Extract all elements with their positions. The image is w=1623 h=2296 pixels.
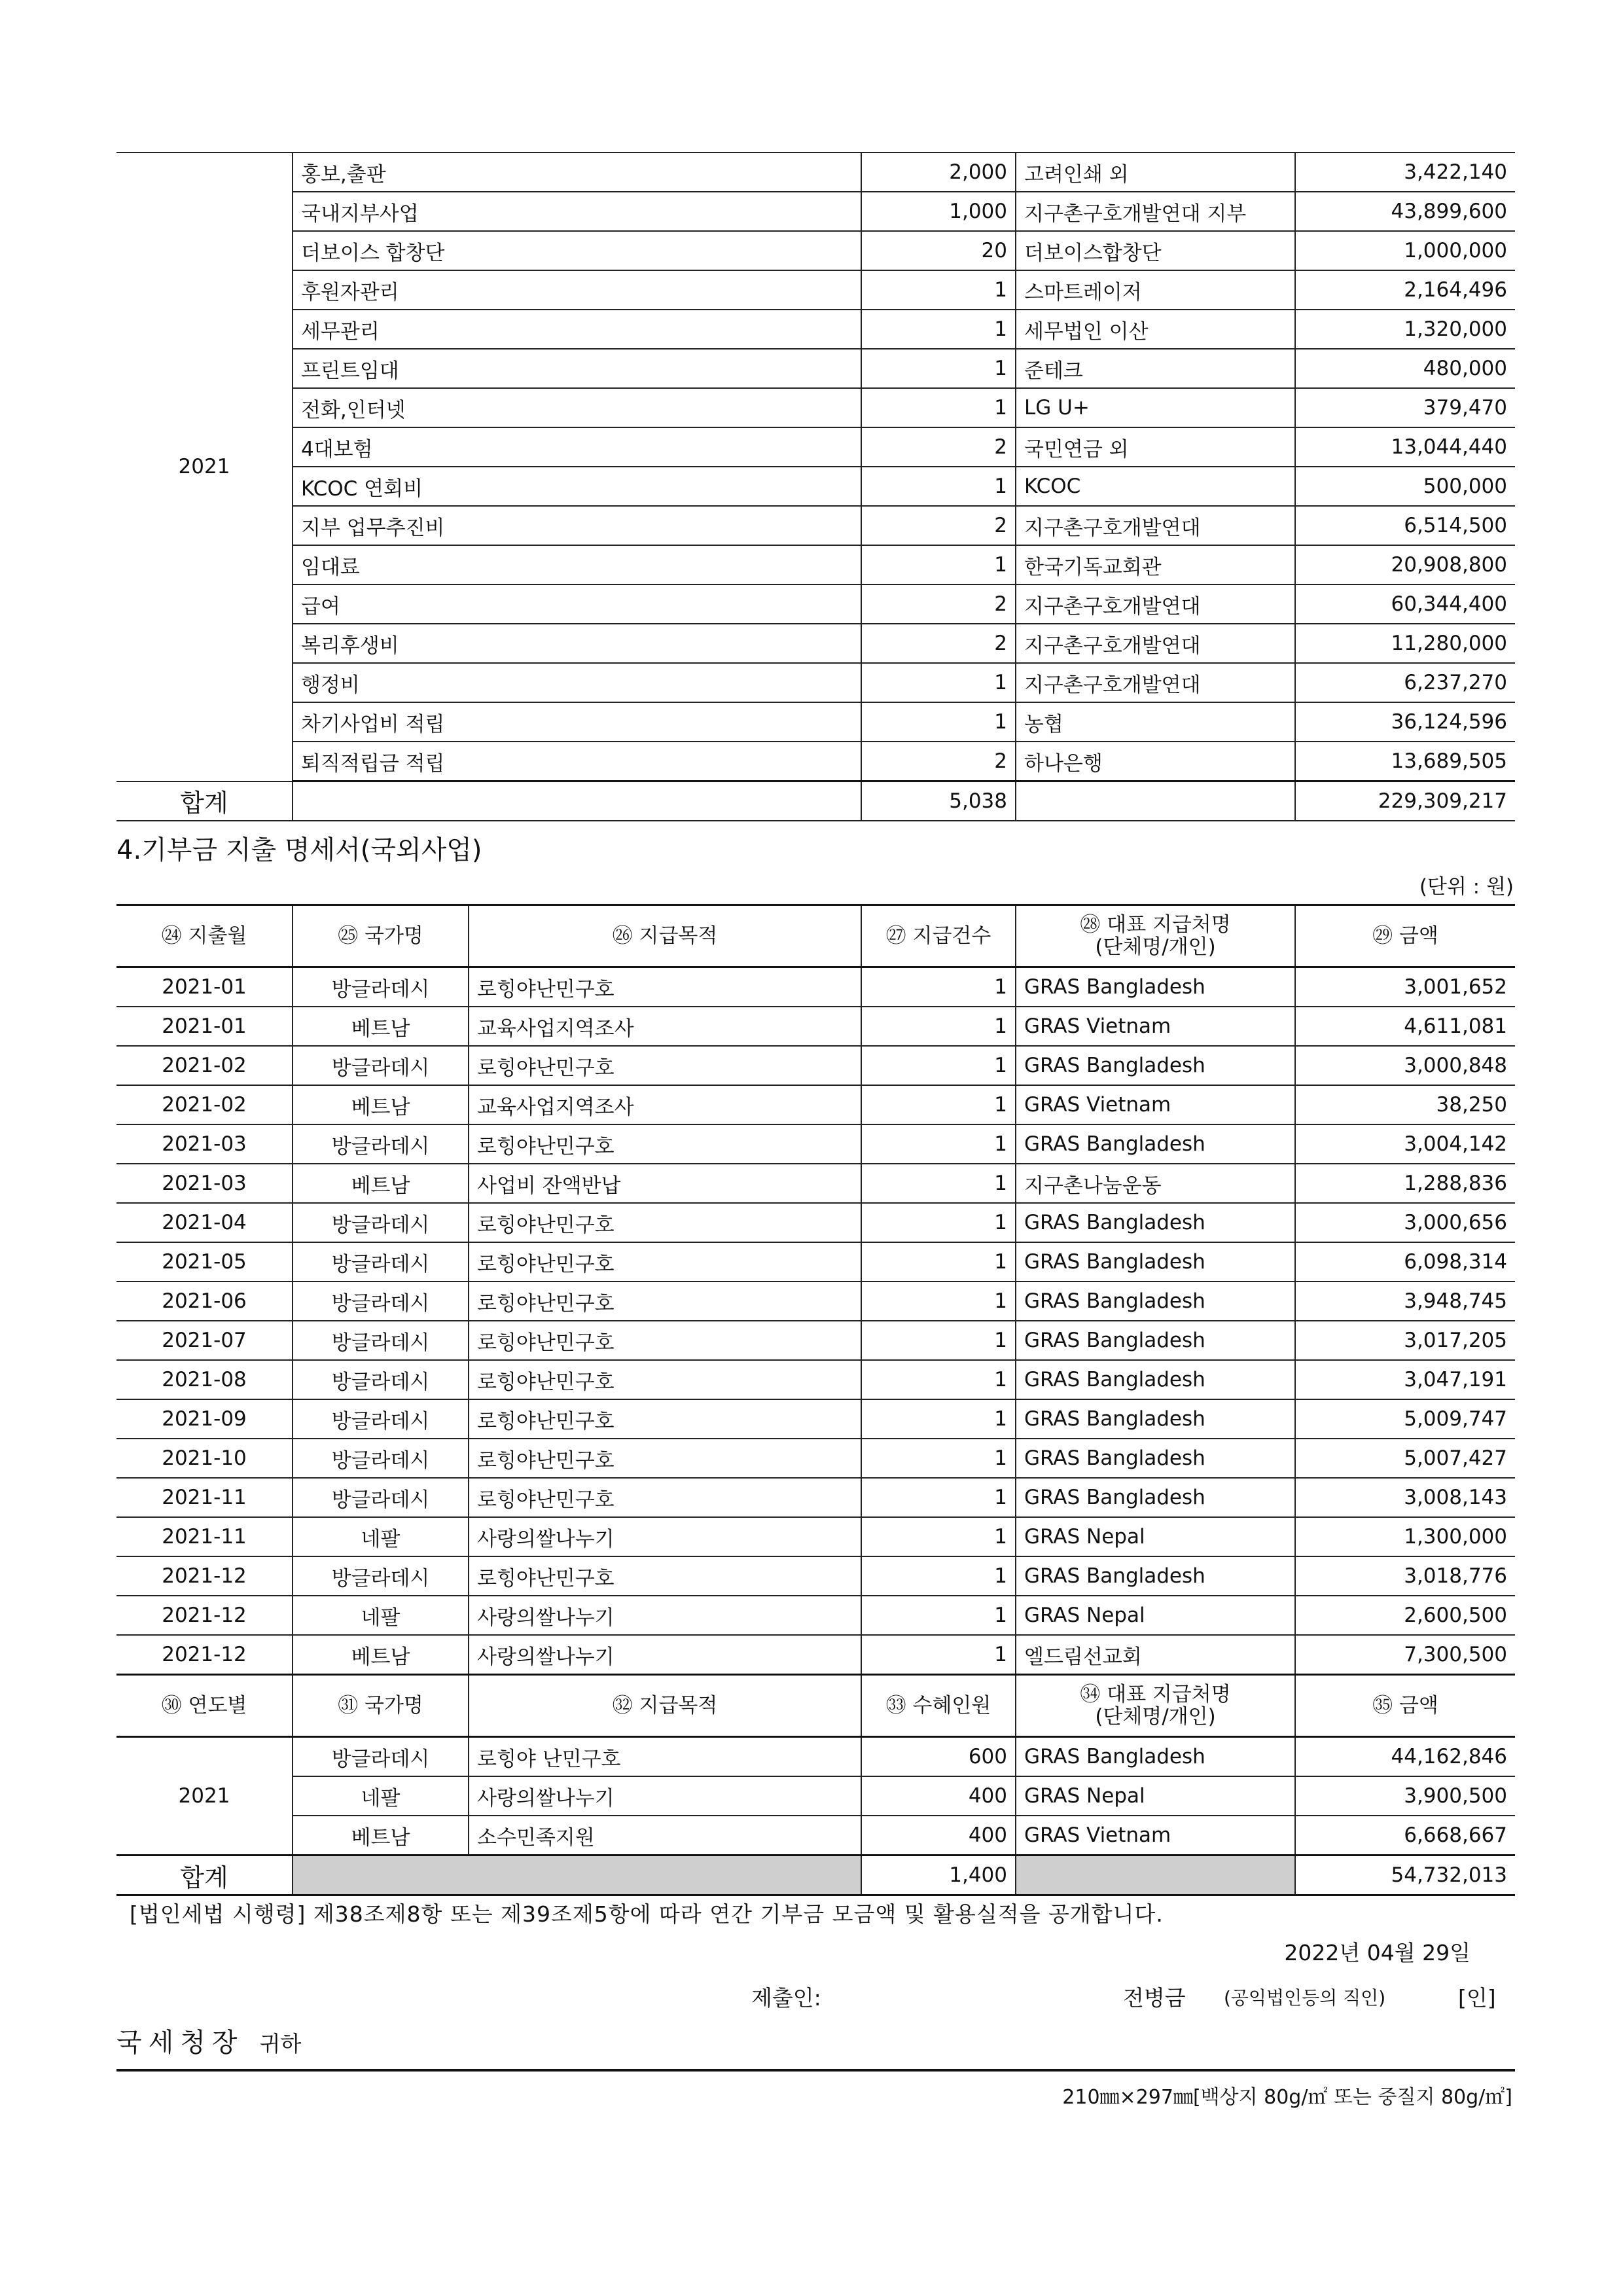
country-cell: 방글라데시 bbox=[293, 1439, 469, 1478]
month-cell: 2021-01 bbox=[116, 967, 293, 1007]
purpose-cell: KCOC 연회비 bbox=[293, 467, 861, 506]
payee-cell: LG U+ bbox=[1016, 388, 1295, 427]
country-cell: 방글라데시 bbox=[293, 1556, 469, 1596]
amount-cell: 1,300,000 bbox=[1295, 1517, 1515, 1556]
amount-cell: 1,288,836 bbox=[1295, 1164, 1515, 1203]
table-row bbox=[116, 624, 1515, 663]
purpose-cell: 홍보,출판 bbox=[293, 152, 861, 192]
purpose-cell: 로힝야난민구호 bbox=[469, 1556, 861, 1596]
amount-cell: 3,000,848 bbox=[1295, 1046, 1515, 1085]
payee-cell: GRAS Bangladesh bbox=[1016, 1556, 1295, 1596]
count-cell: 1 bbox=[861, 1517, 1016, 1556]
table-row bbox=[116, 742, 1515, 781]
table-row bbox=[116, 310, 1515, 349]
table-row bbox=[116, 231, 1515, 270]
country-cell: 베트남 bbox=[293, 1085, 469, 1124]
expense-table-domestic bbox=[116, 152, 1515, 821]
country-cell: 방글라데시 bbox=[293, 967, 469, 1007]
purpose-cell: 급여 bbox=[293, 584, 861, 624]
count-cell: 1 bbox=[861, 1439, 1016, 1478]
purpose-cell: 후원자관리 bbox=[293, 270, 861, 310]
table-row bbox=[116, 1124, 1515, 1164]
month-cell: 2021-01 bbox=[116, 1007, 293, 1046]
header-purpose: ㉜ 지급목적 bbox=[469, 1675, 861, 1737]
count-cell: 1 bbox=[861, 1007, 1016, 1046]
count-cell: 1 bbox=[861, 702, 1016, 742]
country-cell: 방글라데시 bbox=[293, 1360, 469, 1399]
amount-cell: 11,280,000 bbox=[1295, 624, 1515, 663]
payee-cell: GRAS Bangladesh bbox=[1016, 1242, 1295, 1282]
amount-cell: 6,668,667 bbox=[1295, 1816, 1515, 1856]
purpose-cell: 사랑의쌀나누기 bbox=[469, 1517, 861, 1556]
unit-label: (단위 : 원) bbox=[1419, 875, 1514, 899]
payee-cell: GRAS Bangladesh bbox=[1016, 1046, 1295, 1085]
country-cell: 방글라데시 bbox=[293, 1242, 469, 1282]
payee-cell: GRAS Vietnam bbox=[1016, 1816, 1295, 1856]
total-label: 합계 bbox=[116, 781, 293, 821]
count-cell: 20 bbox=[861, 231, 1016, 270]
purpose-cell: 임대료 bbox=[293, 545, 861, 584]
payee-cell: KCOC bbox=[1016, 467, 1295, 506]
count-cell: 2 bbox=[861, 506, 1016, 545]
month-cell: 2021-12 bbox=[116, 1635, 293, 1675]
count-cell: 1 bbox=[861, 1203, 1016, 1242]
country-cell: 방글라데시 bbox=[293, 1124, 469, 1164]
purpose-cell: 로힝야난민구호 bbox=[469, 1282, 861, 1321]
submitter-label: 제출인: bbox=[751, 1985, 821, 2011]
count-cell: 1 bbox=[861, 1046, 1016, 1085]
count-cell: 1 bbox=[861, 349, 1016, 388]
month-cell: 2021-12 bbox=[116, 1556, 293, 1596]
table-row bbox=[116, 1635, 1515, 1675]
country-cell: 방글라데시 bbox=[293, 1737, 469, 1777]
payee-cell: 세무법인 이산 bbox=[1016, 310, 1295, 349]
table-row bbox=[116, 192, 1515, 231]
month-cell: 2021-04 bbox=[116, 1203, 293, 1242]
header-payee-line1: ㉘ 대표 지급처명 bbox=[1080, 912, 1231, 937]
count-cell: 2 bbox=[861, 584, 1016, 624]
header-payee bbox=[1016, 905, 1295, 967]
count-cell: 1 bbox=[861, 467, 1016, 506]
payee-cell: 국민연금 외 bbox=[1016, 427, 1295, 467]
table-row bbox=[116, 1164, 1515, 1203]
month-cell: 2021-02 bbox=[116, 1085, 293, 1124]
header-amount: ㉙ 금액 bbox=[1295, 905, 1515, 967]
payee-cell: 하나은행 bbox=[1016, 742, 1295, 781]
payee-cell: 한국기독교회관 bbox=[1016, 545, 1295, 584]
purpose-cell: 로힝야 난민구호 bbox=[469, 1737, 861, 1777]
purpose-cell: 로힝야난민구호 bbox=[469, 1478, 861, 1517]
payee-cell: GRAS Nepal bbox=[1016, 1776, 1295, 1816]
count-cell: 1 bbox=[861, 967, 1016, 1007]
header-year: ㉚ 연도별 bbox=[116, 1675, 293, 1737]
count-cell: 1 bbox=[861, 310, 1016, 349]
month-cell: 2021-02 bbox=[116, 1046, 293, 1085]
payee-cell: GRAS Bangladesh bbox=[1016, 1439, 1295, 1478]
amount-cell: 500,000 bbox=[1295, 467, 1515, 506]
paper-spec: 210㎜×297㎜[백상지 80g/㎡ 또는 중질지 80g/㎡] bbox=[1062, 2086, 1512, 2109]
header-amount: ㉟ 금액 bbox=[1295, 1675, 1515, 1737]
country-cell: 네팔 bbox=[293, 1517, 469, 1556]
beneficiaries-cell: 400 bbox=[861, 1776, 1016, 1816]
summary-row bbox=[116, 1816, 1515, 1856]
table-row bbox=[116, 270, 1515, 310]
month-cell: 2021-03 bbox=[116, 1124, 293, 1164]
table-row bbox=[116, 152, 1515, 192]
payee-cell: GRAS Vietnam bbox=[1016, 1085, 1295, 1124]
header-country: ㉛ 국가명 bbox=[293, 1675, 469, 1737]
addressee-suffix: 귀하 bbox=[259, 2031, 302, 2056]
amount-cell: 1,320,000 bbox=[1295, 310, 1515, 349]
table-row bbox=[116, 388, 1515, 427]
payee-cell: GRAS Nepal bbox=[1016, 1517, 1295, 1556]
month-cell: 2021-08 bbox=[116, 1360, 293, 1399]
header-month: ㉔ 지출월 bbox=[116, 905, 293, 967]
header-payee-line2: (단체명/개인) bbox=[1095, 1705, 1216, 1729]
total-amount: 54,732,013 bbox=[1295, 1856, 1515, 1895]
count-cell: 1 bbox=[861, 1124, 1016, 1164]
purpose-cell: 세무관리 bbox=[293, 310, 861, 349]
amount-cell: 5,007,427 bbox=[1295, 1439, 1515, 1478]
amount-cell: 3,000,656 bbox=[1295, 1203, 1515, 1242]
payee-cell: 고려인쇄 외 bbox=[1016, 152, 1295, 192]
amount-cell: 3,047,191 bbox=[1295, 1360, 1515, 1399]
month-cell: 2021-06 bbox=[116, 1282, 293, 1321]
amount-cell: 1,000,000 bbox=[1295, 231, 1515, 270]
count-cell: 1 bbox=[861, 1282, 1016, 1321]
country-cell: 방글라데시 bbox=[293, 1321, 469, 1360]
purpose-cell: 교육사업지역조사 bbox=[469, 1007, 861, 1046]
table-row bbox=[116, 1046, 1515, 1085]
amount-cell: 43,899,600 bbox=[1295, 192, 1515, 231]
purpose-cell: 복리후생비 bbox=[293, 624, 861, 663]
purpose-cell: 로힝야난민구호 bbox=[469, 1360, 861, 1399]
count-cell: 1 bbox=[861, 1399, 1016, 1439]
amount-cell: 13,044,440 bbox=[1295, 427, 1515, 467]
count-cell: 1 bbox=[861, 1242, 1016, 1282]
count-cell: 1 bbox=[861, 1478, 1016, 1517]
header-purpose: ㉖ 지급목적 bbox=[469, 905, 861, 967]
purpose-cell: 프린트임대 bbox=[293, 349, 861, 388]
country-cell: 방글라데시 bbox=[293, 1478, 469, 1517]
payee-cell: GRAS Bangladesh bbox=[1016, 1321, 1295, 1360]
payee-cell: GRAS Bangladesh bbox=[1016, 1360, 1295, 1399]
payee-cell: 지구촌구호개발연대 bbox=[1016, 663, 1295, 702]
purpose-cell: 사랑의쌀나누기 bbox=[469, 1776, 861, 1816]
beneficiaries-cell: 600 bbox=[861, 1737, 1016, 1777]
count-cell: 1 bbox=[861, 1635, 1016, 1675]
amount-cell: 5,009,747 bbox=[1295, 1399, 1515, 1439]
purpose-cell: 차기사업비 적립 bbox=[293, 702, 861, 742]
payee-cell: 엘드림선교회 bbox=[1016, 1635, 1295, 1675]
amount-cell: 7,300,500 bbox=[1295, 1635, 1515, 1675]
table-row bbox=[116, 1478, 1515, 1517]
expense-table-overseas bbox=[116, 904, 1515, 1896]
country-cell: 베트남 bbox=[293, 1635, 469, 1675]
payee-cell: 스마트레이저 bbox=[1016, 270, 1295, 310]
year-cell: 2021 bbox=[116, 152, 293, 781]
shaded-cell bbox=[293, 1856, 861, 1895]
month-cell: 2021-05 bbox=[116, 1242, 293, 1282]
purpose-cell: 로힝야난민구호 bbox=[469, 1046, 861, 1085]
amount-cell: 3,900,500 bbox=[1295, 1776, 1515, 1816]
table-row bbox=[116, 1007, 1515, 1046]
payee-cell: GRAS Bangladesh bbox=[1016, 967, 1295, 1007]
amount-cell: 6,098,314 bbox=[1295, 1242, 1515, 1282]
count-cell: 1 bbox=[861, 1164, 1016, 1203]
table-row bbox=[116, 467, 1515, 506]
purpose-cell: 로힝야난민구호 bbox=[469, 1399, 861, 1439]
document-page bbox=[116, 152, 1515, 2109]
amount-cell: 3,018,776 bbox=[1295, 1556, 1515, 1596]
country-cell: 베트남 bbox=[293, 1164, 469, 1203]
table-row bbox=[116, 506, 1515, 545]
purpose-cell: 로힝야난민구호 bbox=[469, 1439, 861, 1478]
purpose-cell: 로힝야난민구호 bbox=[469, 1321, 861, 1360]
count-cell: 2 bbox=[861, 742, 1016, 781]
table-row bbox=[116, 1556, 1515, 1596]
purpose-cell: 4대보험 bbox=[293, 427, 861, 467]
submitter-line bbox=[116, 1973, 1515, 2017]
shaded-cell bbox=[1016, 1856, 1295, 1895]
table-row bbox=[116, 967, 1515, 1007]
country-cell: 네팔 bbox=[293, 1596, 469, 1635]
table-row bbox=[116, 1439, 1515, 1478]
month-cell: 2021-09 bbox=[116, 1399, 293, 1439]
country-cell: 방글라데시 bbox=[293, 1399, 469, 1439]
summary-year-cell: 2021 bbox=[116, 1737, 293, 1856]
amount-cell: 60,344,400 bbox=[1295, 584, 1515, 624]
amount-cell: 480,000 bbox=[1295, 349, 1515, 388]
count-cell: 1 bbox=[861, 388, 1016, 427]
country-cell: 방글라데시 bbox=[293, 1282, 469, 1321]
purpose-cell: 사업비 잔액반납 bbox=[469, 1164, 861, 1203]
addressee-line bbox=[116, 2017, 1515, 2072]
summary-row bbox=[116, 1776, 1515, 1816]
month-cell: 2021-12 bbox=[116, 1596, 293, 1635]
header-beneficiaries: ㉝ 수혜인원 bbox=[861, 1675, 1016, 1737]
total-row bbox=[116, 1856, 1515, 1895]
total-beneficiaries: 1,400 bbox=[861, 1856, 1016, 1895]
amount-cell: 3,017,205 bbox=[1295, 1321, 1515, 1360]
count-cell: 2 bbox=[861, 624, 1016, 663]
amount-cell: 36,124,596 bbox=[1295, 702, 1515, 742]
legal-notice: [법인세법 시행령] 제38조제8항 또는 제39조제5항에 따라 연간 기부금 모금액 및 활용실적을 공개합니다. bbox=[130, 1901, 1164, 1927]
country-cell: 방글라데시 bbox=[293, 1203, 469, 1242]
payee-cell: 지구촌구호개발연대 bbox=[1016, 584, 1295, 624]
payee-cell: 더보이스합창단 bbox=[1016, 231, 1295, 270]
purpose-cell: 교육사업지역조사 bbox=[469, 1085, 861, 1124]
count-cell: 1 bbox=[861, 1321, 1016, 1360]
amount-cell: 379,470 bbox=[1295, 388, 1515, 427]
purpose-cell: 더보이스 합창단 bbox=[293, 231, 861, 270]
table-header-row bbox=[116, 905, 1515, 967]
count-cell: 2,000 bbox=[861, 152, 1016, 192]
amount-cell: 44,162,846 bbox=[1295, 1737, 1515, 1777]
amount-cell: 20,908,800 bbox=[1295, 545, 1515, 584]
payee-cell: 지구촌구호개발연대 bbox=[1016, 506, 1295, 545]
purpose-cell: 지부 업무추진비 bbox=[293, 506, 861, 545]
addressee: 국세청장 bbox=[116, 2028, 244, 2058]
header-country: ㉕ 국가명 bbox=[293, 905, 469, 967]
amount-cell: 3,422,140 bbox=[1295, 152, 1515, 192]
country-cell: 네팔 bbox=[293, 1776, 469, 1816]
empty-cell bbox=[293, 781, 861, 821]
table-row bbox=[116, 1321, 1515, 1360]
purpose-cell: 소수민족지원 bbox=[469, 1816, 861, 1856]
count-cell: 1 bbox=[861, 663, 1016, 702]
table-row bbox=[116, 349, 1515, 388]
purpose-cell: 사랑의쌀나누기 bbox=[469, 1596, 861, 1635]
payee-cell: GRAS Bangladesh bbox=[1016, 1203, 1295, 1242]
total-amount: 229,309,217 bbox=[1295, 781, 1515, 821]
payee-cell: GRAS Bangladesh bbox=[1016, 1478, 1295, 1517]
purpose-cell: 로힝야난민구호 bbox=[469, 967, 861, 1007]
table-row bbox=[116, 1596, 1515, 1635]
submitter-name: 전병금 bbox=[1123, 1985, 1186, 2011]
purpose-cell: 로힝야난민구호 bbox=[469, 1242, 861, 1282]
amount-cell: 3,948,745 bbox=[1295, 1282, 1515, 1321]
count-cell: 2 bbox=[861, 427, 1016, 467]
payee-cell: 지구촌나눔운동 bbox=[1016, 1164, 1295, 1203]
amount-cell: 2,164,496 bbox=[1295, 270, 1515, 310]
month-cell: 2021-10 bbox=[116, 1439, 293, 1478]
month-cell: 2021-03 bbox=[116, 1164, 293, 1203]
amount-cell: 4,611,081 bbox=[1295, 1007, 1515, 1046]
count-cell: 1 bbox=[861, 270, 1016, 310]
purpose-cell: 전화,인터넷 bbox=[293, 388, 861, 427]
table-row bbox=[116, 584, 1515, 624]
payee-cell: GRAS Vietnam bbox=[1016, 1007, 1295, 1046]
month-cell: 2021-07 bbox=[116, 1321, 293, 1360]
count-cell: 1 bbox=[861, 1085, 1016, 1124]
submission-date: 2022년 04월 29일 bbox=[1284, 1940, 1471, 1965]
header-payee-line1: ㉞ 대표 지급처명 bbox=[1080, 1682, 1231, 1706]
purpose-cell: 로힝야난민구호 bbox=[469, 1124, 861, 1164]
amount-cell: 13,689,505 bbox=[1295, 742, 1515, 781]
table-row bbox=[116, 1085, 1515, 1124]
count-cell: 1 bbox=[861, 1360, 1016, 1399]
header-count: ㉗ 지급건수 bbox=[861, 905, 1016, 967]
header-payee-line2: (단체명/개인) bbox=[1095, 935, 1216, 959]
purpose-cell: 퇴직적립금 적립 bbox=[293, 742, 861, 781]
country-cell: 방글라데시 bbox=[293, 1046, 469, 1085]
beneficiaries-cell: 400 bbox=[861, 1816, 1016, 1856]
seal-mark: [인] bbox=[1458, 1985, 1496, 2011]
amount-cell: 3,001,652 bbox=[1295, 967, 1515, 1007]
empty-cell bbox=[1016, 781, 1295, 821]
submitter-role: (공익법인등의 직인) bbox=[1224, 1987, 1386, 2009]
payee-cell: GRAS Bangladesh bbox=[1016, 1124, 1295, 1164]
purpose-cell: 로힝야난민구호 bbox=[469, 1203, 861, 1242]
table-row bbox=[116, 1517, 1515, 1556]
purpose-cell: 행정비 bbox=[293, 663, 861, 702]
payee-cell: GRAS Nepal bbox=[1016, 1596, 1295, 1635]
month-cell: 2021-11 bbox=[116, 1478, 293, 1517]
total-row bbox=[116, 781, 1515, 821]
table-row bbox=[116, 1242, 1515, 1282]
country-cell: 베트남 bbox=[293, 1816, 469, 1856]
payee-cell: GRAS Bangladesh bbox=[1016, 1399, 1295, 1439]
table-row bbox=[116, 1282, 1515, 1321]
month-cell: 2021-11 bbox=[116, 1517, 293, 1556]
amount-cell: 3,008,143 bbox=[1295, 1478, 1515, 1517]
table-row bbox=[116, 1399, 1515, 1439]
table-row bbox=[116, 702, 1515, 742]
count-cell: 1 bbox=[861, 545, 1016, 584]
total-count: 5,038 bbox=[861, 781, 1016, 821]
payee-cell: 지구촌구호개발연대 지부 bbox=[1016, 192, 1295, 231]
payee-cell: 농협 bbox=[1016, 702, 1295, 742]
payee-cell: 준테크 bbox=[1016, 349, 1295, 388]
summary-header-row bbox=[116, 1675, 1515, 1737]
table-row bbox=[116, 1360, 1515, 1399]
purpose-cell: 사랑의쌀나누기 bbox=[469, 1635, 861, 1675]
table-row bbox=[116, 427, 1515, 467]
header-payee bbox=[1016, 1675, 1295, 1737]
table-row bbox=[116, 1203, 1515, 1242]
amount-cell: 6,514,500 bbox=[1295, 506, 1515, 545]
country-cell: 베트남 bbox=[293, 1007, 469, 1046]
amount-cell: 38,250 bbox=[1295, 1085, 1515, 1124]
payee-cell: GRAS Bangladesh bbox=[1016, 1282, 1295, 1321]
count-cell: 1,000 bbox=[861, 192, 1016, 231]
total-label: 합계 bbox=[116, 1856, 293, 1895]
table-row bbox=[116, 663, 1515, 702]
purpose-cell: 국내지부사업 bbox=[293, 192, 861, 231]
amount-cell: 2,600,500 bbox=[1295, 1596, 1515, 1635]
amount-cell: 3,004,142 bbox=[1295, 1124, 1515, 1164]
table-row bbox=[116, 545, 1515, 584]
payee-cell: 지구촌구호개발연대 bbox=[1016, 624, 1295, 663]
summary-row bbox=[116, 1737, 1515, 1777]
amount-cell: 6,237,270 bbox=[1295, 663, 1515, 702]
section-title: 4.기부금 지출 명세서(국외사업) bbox=[116, 835, 482, 865]
count-cell: 1 bbox=[861, 1556, 1016, 1596]
payee-cell: GRAS Bangladesh bbox=[1016, 1737, 1295, 1777]
count-cell: 1 bbox=[861, 1596, 1016, 1635]
